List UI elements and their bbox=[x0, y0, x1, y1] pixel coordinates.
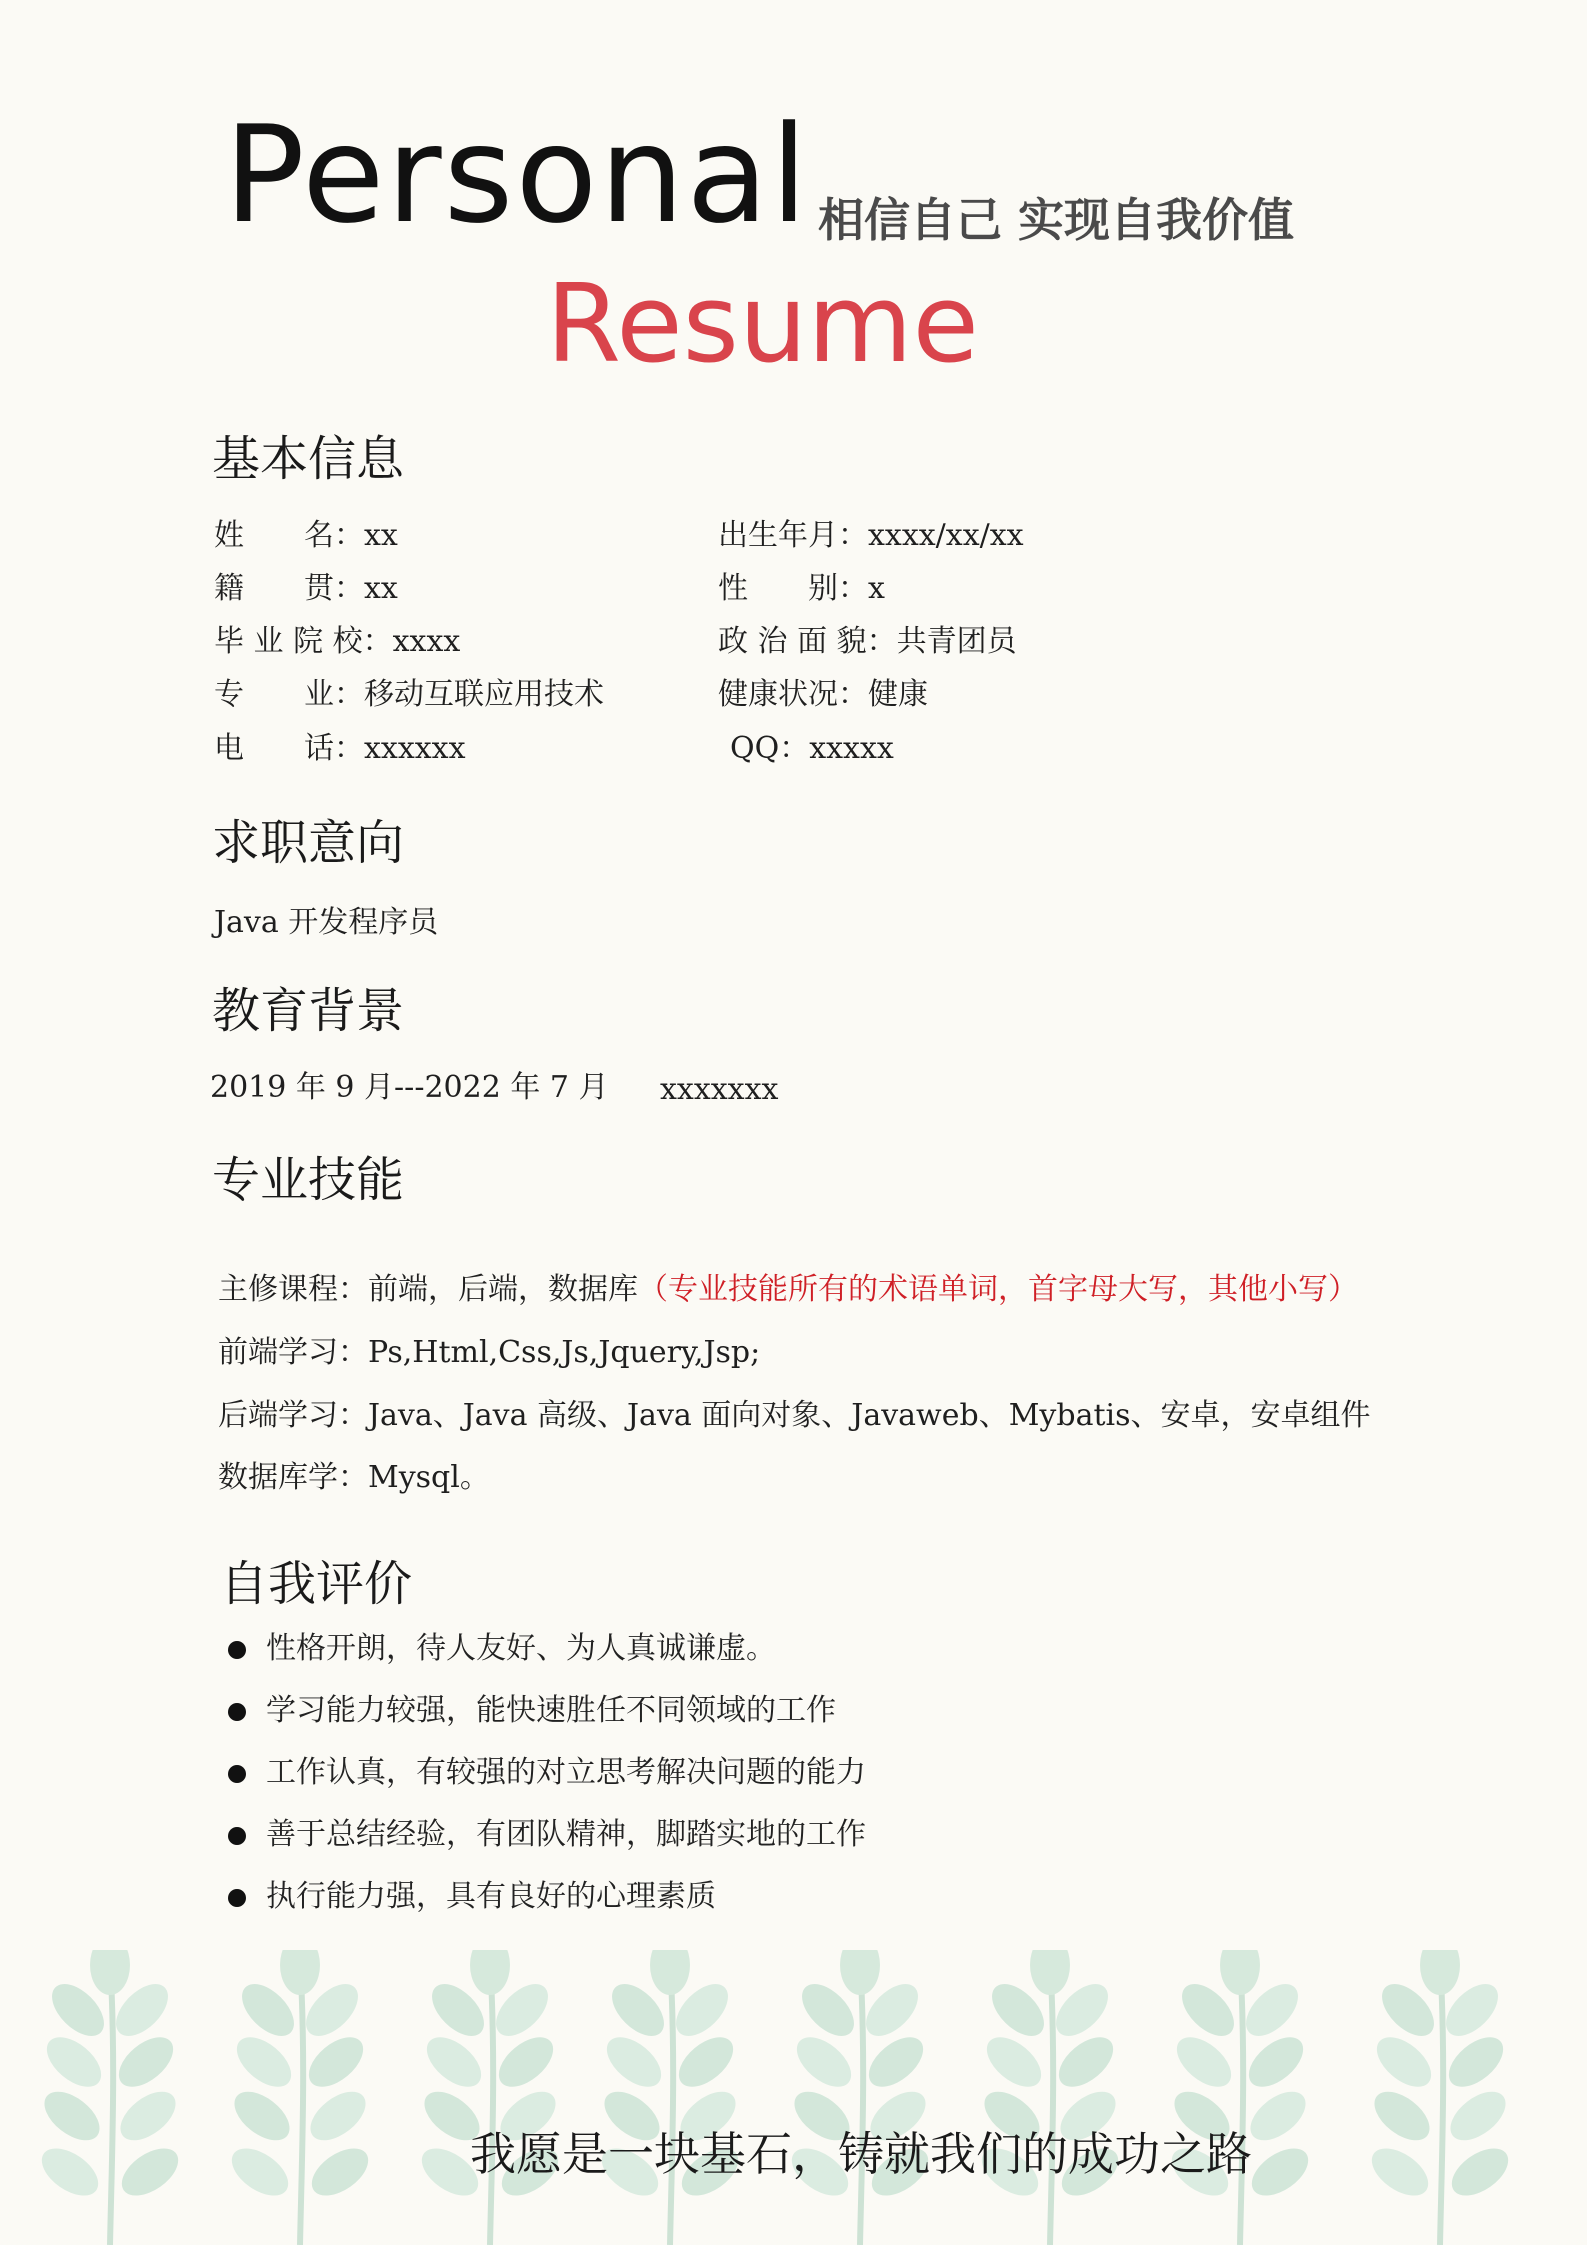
self-eval-list bbox=[228, 1628, 866, 1938]
name-field: 姓 名：xx bbox=[214, 518, 398, 553]
list-item bbox=[228, 1690, 866, 1752]
bullet-icon bbox=[228, 1703, 246, 1721]
basic-info-heading: 基本信息 bbox=[212, 431, 405, 487]
main-course-line bbox=[218, 1270, 1358, 1310]
intention-heading: 求职意向 bbox=[212, 815, 405, 871]
hometown-field: 籍 贯：xx bbox=[214, 571, 398, 606]
leaf-decoration bbox=[0, 1950, 1587, 2245]
footer-quote: 我愿是一块基石，铸就我们的成功之路 bbox=[470, 2127, 1252, 2181]
education-period: 2019 年 9 月---2022 年 7 月 bbox=[210, 1070, 609, 1105]
list-item bbox=[228, 1876, 866, 1938]
bullet-icon bbox=[228, 1827, 246, 1845]
list-item bbox=[228, 1752, 866, 1814]
title-personal: Personal bbox=[224, 97, 810, 253]
qq-field: QQ：xxxxx bbox=[730, 731, 894, 766]
health-field: 健康状况：健康 bbox=[718, 677, 928, 712]
skills-heading: 专业技能 bbox=[212, 1152, 405, 1208]
backend-skills: 后端学习：Java、Java 高级、Java 面向对象、Javaweb、Mybatis、安卓，安卓组件 bbox=[218, 1398, 1371, 1433]
self-eval-text: 善于总结经验，有团队精神，脚踏实地的工作 bbox=[266, 1817, 866, 1852]
intention-text: Java 开发程序员 bbox=[214, 905, 439, 940]
title-motto: 相信自己 实现自我价值 bbox=[818, 193, 1295, 247]
list-item bbox=[228, 1814, 866, 1876]
education-school: xxxxxxx bbox=[660, 1072, 779, 1107]
political-field: 政 治 面 貌：共青团员 bbox=[718, 624, 1017, 659]
education-heading: 教育背景 bbox=[212, 983, 405, 1039]
school-field: 毕 业 院 校：xxxx bbox=[214, 624, 461, 659]
main-course-note: （专业技能所有的术语单词，首字母大写，其他小写） bbox=[638, 1272, 1358, 1307]
bullet-icon bbox=[228, 1641, 246, 1659]
self-eval-text: 学习能力较强，能快速胜任不同领域的工作 bbox=[266, 1693, 836, 1728]
phone-field: 电 话：xxxxxx bbox=[214, 731, 466, 766]
bullet-icon bbox=[228, 1765, 246, 1783]
self-eval-text: 工作认真，有较强的对立思考解决问题的能力 bbox=[266, 1755, 866, 1790]
database-skills: 数据库学：Mysql。 bbox=[218, 1460, 490, 1495]
title-resume: Resume bbox=[546, 262, 980, 387]
self-eval-text: 执行能力强，具有良好的心理素质 bbox=[266, 1879, 716, 1914]
bullet-icon bbox=[228, 1889, 246, 1907]
list-item bbox=[228, 1628, 866, 1690]
gender-field: 性 别：x bbox=[718, 571, 885, 606]
birth-field: 出生年月：xxxx/xx/xx bbox=[718, 518, 1024, 553]
self-eval-heading: 自我评价 bbox=[220, 1556, 413, 1612]
main-course-label: 主修课程：前端，后端，数据库 bbox=[218, 1272, 638, 1307]
frontend-skills: 前端学习：Ps,Html,Css,Js,Jquery,Jsp; bbox=[218, 1335, 761, 1370]
major-field: 专 业：移动互联应用技术 bbox=[214, 677, 604, 712]
self-eval-text: 性格开朗，待人友好、为人真诚谦虚。 bbox=[266, 1631, 776, 1666]
